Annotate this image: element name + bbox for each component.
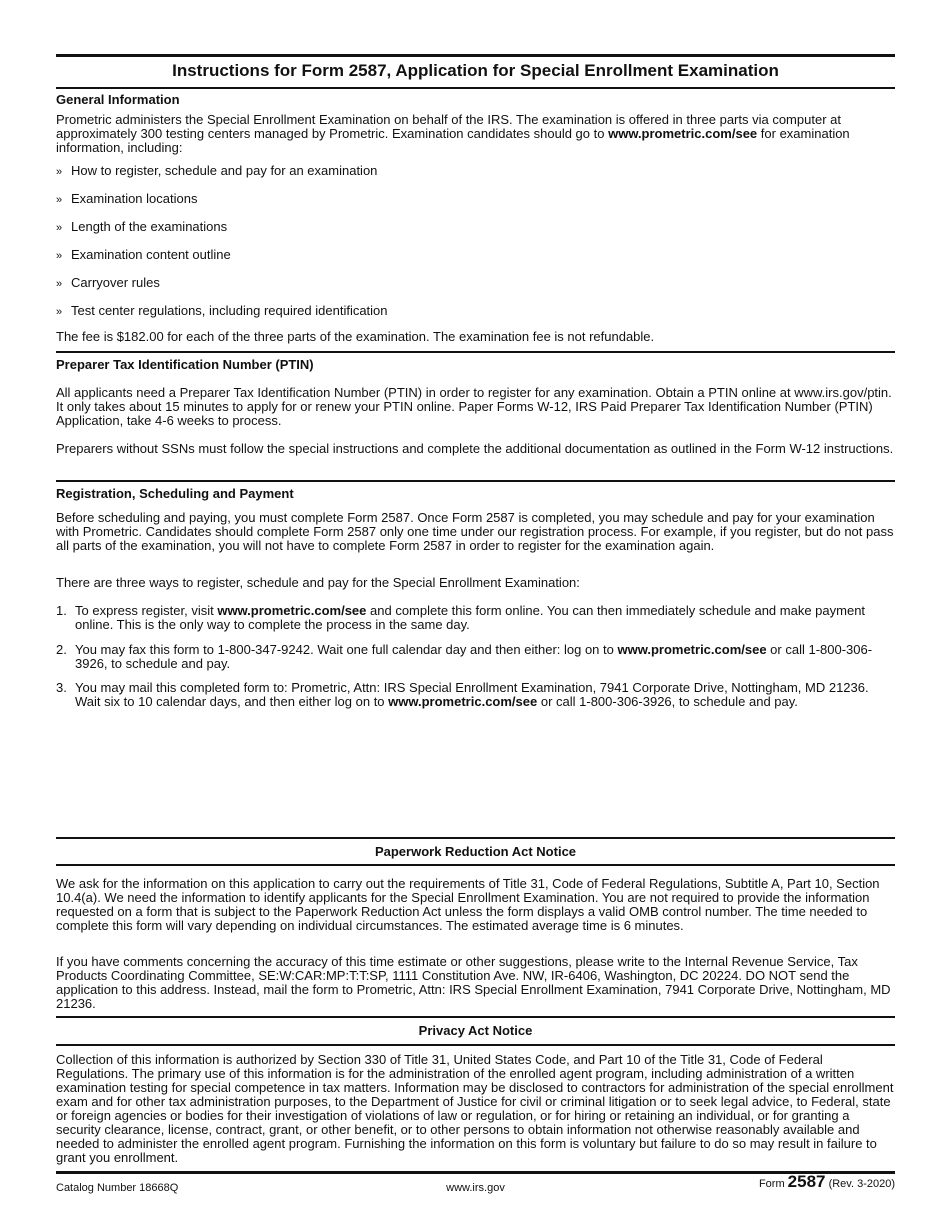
title-divider bbox=[56, 87, 895, 89]
registration-paragraph-2: There are three ways to register, schedule and pay for the Special Enrollment Examination: bbox=[56, 575, 580, 590]
paperwork-heading: Paperwork Reduction Act Notice bbox=[374, 844, 577, 859]
section-divider bbox=[56, 1044, 895, 1046]
ptin-heading: Preparer Tax Identification Number (PTIN) bbox=[56, 357, 314, 372]
prometric-link[interactable]: www.prometric.com/see bbox=[608, 126, 758, 141]
bullet-icon: » bbox=[56, 250, 63, 262]
section-divider bbox=[56, 480, 895, 482]
section-divider bbox=[56, 351, 895, 353]
privacy-heading: Privacy Act Notice bbox=[418, 1023, 533, 1038]
list-item: » How to register, schedule and pay for an examination bbox=[56, 163, 378, 178]
fee-text: The fee is $182.00 for each of the three parts of the examination. The examination fee is not refundable. bbox=[56, 329, 655, 344]
ptin-paragraph-1: All applicants need a Preparer Tax Identification Number (PTIN) in order to register for any examination. Obtain a PTIN online at www.irs.gov/ptin. It only takes about 15 minutes to apply for or renew your PTIN online. Paper Forms W-12, IRS Paid Preparer Tax Identification Number (PTIN) Application, take 4-6 weeks to process. bbox=[56, 385, 892, 428]
bullet-icon: » bbox=[56, 278, 63, 290]
bullet-icon: » bbox=[56, 166, 63, 178]
general-intro: Prometric administers the Special Enrollment Examination on behalf of the IRS. The examination is offered in three parts via computer at approximately 300 testing centers managed by Prometric. Examination candidates should go to www.prometric.com/see for examination information, including: bbox=[56, 112, 850, 155]
numbered-item: 2. You may fax this form to 1-800-347-9242. Wait one full calendar day and then either: log on to www.prometric.com/see or call 1-800-306-3926, to schedule and pay. bbox=[56, 642, 873, 671]
list-item: » Examination locations bbox=[56, 191, 198, 206]
registration-paragraph-1: Before scheduling and paying, you must complete Form 2587. Once Form 2587 is completed, you may schedule and pay for your examination with Prometric. Candidates should complete Form 2587 only one time under our registration process. For example, if you register, but do not pass all parts of the examination, you will not have to complete Form 2587 in order to register for the examination again. bbox=[56, 510, 894, 553]
revision: (Rev. 3-2020) bbox=[828, 1178, 895, 1190]
privacy-paragraph: Collection of this information is authorized by Section 330 of Title 31, United States Code, and Part 10 of the Title 31, Code of Federal Regulations. The primary use of this information is for the administration of the enrolled agent program, including administration of a written examination testing for special competence in tax matters. Information may be disclosed to contractors for administration of the special enrollment exam and for other tax administration purposes, to the Department of Justice for civil or criminal litigation or to seek legal advice, to Federal, state or foreign agencies or bodies for their investigation of violations of law or regulation, or for hiring or retaining an individual, or for granting a security clearance, license, contract, grant, or other benefit, or to other persons to obtain information not otherwise reasonably available and needed to administer the enrolled agent program. Furnishing the information on this form is voluntary but failure to do so may result in failure to grant you enrollment. bbox=[56, 1052, 894, 1165]
catalog-number: Catalog Number 18668Q bbox=[56, 1182, 179, 1194]
paperwork-paragraph-1: We ask for the information on this application to carry out the requirements of Title 31, Code of Federal Regulations, Subtitle A, Part 10, Section 10.4(a). We need the information to identify applicants for the Special Enrollment Examination. You are not required to provide the information requested on a form that is subject to the Paperwork Reduction Act unless the form displays a valid OMB control number. The time needed to complete this form will vary depending on individual circumstances. The estimated average time is 6 minutes. bbox=[56, 876, 880, 933]
bullet-icon: » bbox=[56, 222, 63, 234]
list-item: » Test center regulations, including required identification bbox=[56, 303, 388, 318]
footer-rule bbox=[56, 1171, 895, 1174]
numbered-item: 3. You may mail this completed form to: Prometric, Attn: IRS Special Enrollment Examination, 7941 Corporate Drive, Nottingham, MD 21236. Wait six to 10 calendar days, and then either log on to www.prometric.com/see or call 1-800-306-3926, to schedule and pay. bbox=[56, 680, 869, 709]
list-item: » Carryover rules bbox=[56, 275, 160, 290]
prometric-link[interactable]: www.prometric.com/see bbox=[388, 694, 538, 709]
form-id: Form 2587 (Rev. 3-2020) bbox=[758, 1172, 895, 1191]
general-heading: General Information bbox=[56, 92, 180, 107]
paperwork-paragraph-2: If you have comments concerning the accuracy of this time estimate or other suggestions, please write to the Internal Revenue Service, Tax Products Coordinating Committee, SE:W:CAR:MP:T:T:SP, 1111 Constitution Ave. NW, IR-6406, Washington, DC 20224. DO NOT send the application to this address. Instead, mail the form to Prometric, Attn: IRS Special Enrollment Examination, 7941 Corporate Drive, Nottingham, MD 21236. bbox=[56, 954, 891, 1011]
form-number: 2587 bbox=[787, 1172, 826, 1191]
registration-heading: Registration, Scheduling and Payment bbox=[56, 486, 294, 501]
prometric-link[interactable]: www.prometric.com/see bbox=[217, 603, 367, 618]
section-divider bbox=[56, 837, 895, 839]
irs-link[interactable]: www.irs.gov bbox=[446, 1182, 505, 1194]
list-item: » Examination content outline bbox=[56, 247, 231, 262]
bullet-icon: » bbox=[56, 194, 63, 206]
bullet-icon: » bbox=[56, 306, 63, 318]
list-item: » Length of the examinations bbox=[56, 219, 228, 234]
section-divider bbox=[56, 1016, 895, 1018]
prometric-link[interactable]: www.prometric.com/see bbox=[617, 642, 767, 657]
ptin-paragraph-2: Preparers without SSNs must follow the special instructions and complete the additional documentation as outlined in the Form W-12 instructions. bbox=[56, 441, 894, 456]
top-rule bbox=[56, 54, 895, 57]
page-title: Instructions for Form 2587, Application for Special Enrollment Examination bbox=[172, 61, 779, 80]
numbered-item: 1. To express register, visit www.prometric.com/see and complete this form online. You can then immediately schedule and make payment online. This is the only way to complete the process in the same day. bbox=[56, 603, 866, 632]
section-divider bbox=[56, 864, 895, 866]
